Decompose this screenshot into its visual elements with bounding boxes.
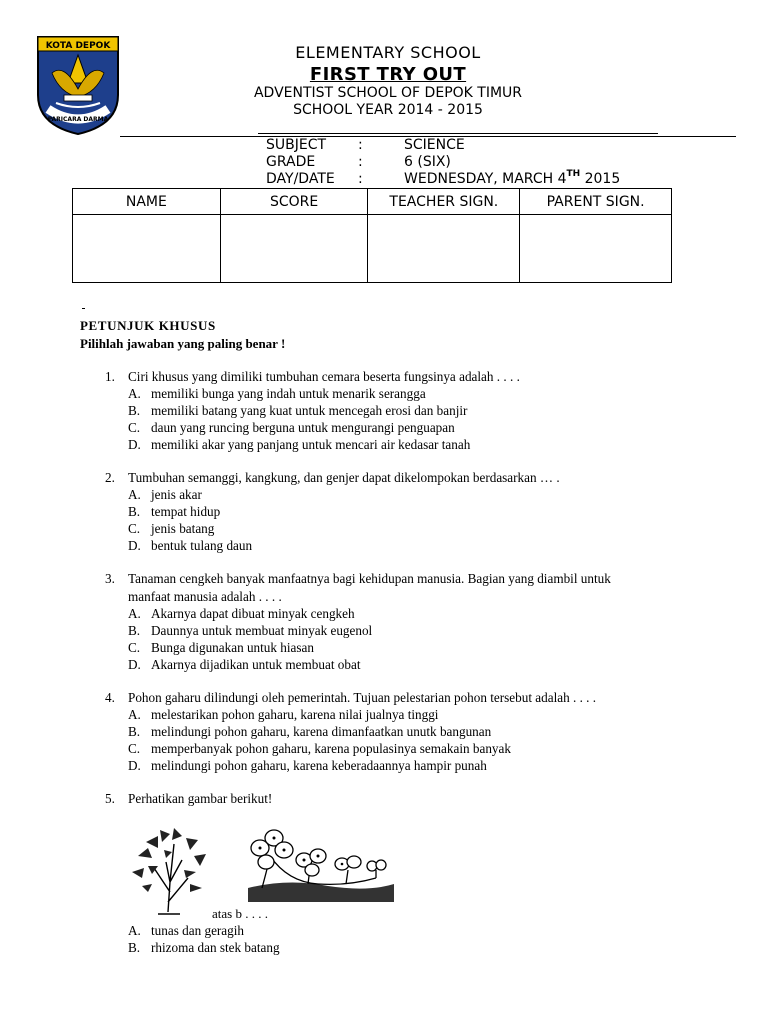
question-number: 1. [105,369,115,384]
question-stem: Tumbuhan semanggi, kangkung, dan genjer dapat dikelompokan berdasarkan … . [128,470,560,485]
score-cell[interactable] [220,215,368,283]
date-year: 2015 [580,171,621,187]
score-signature-table [72,188,672,283]
col-score: SCORE [220,189,368,215]
shrub-illustration [128,822,212,916]
stray-mark [82,308,85,309]
name-cell[interactable] [73,215,221,283]
date-colon: : [358,171,363,187]
question-number: 3. [105,571,115,586]
header-rule-top [258,133,658,134]
instructions-text: Pilihlah jawaban yang paling benar ! [80,336,286,351]
col-name: NAME [73,189,221,215]
runner-plant-illustration [248,826,394,902]
parent-sign-cell[interactable] [520,215,672,283]
date-day: WEDNESDAY, MARCH 4 [404,171,567,187]
grade-value: 6 (SIX) [404,154,451,170]
subject-label: SUBJECT [266,137,327,153]
school-level: ELEMENTARY SCHOOL [295,43,481,62]
subject-value: SCIENCE [404,137,465,153]
school-year: SCHOOL YEAR 2014 - 2015 [293,102,483,118]
question-stem-line-2: manfaat manusia adalah . . . . [128,589,282,604]
logo-banner-text: KOTA DEPOK [45,41,111,51]
question-stem: Pohon gaharu dilindungi oleh pemerintah. Tujuan pelestarian pohon tersebut adalah . . . . [128,690,597,705]
date-label: DAY/DATE [266,171,335,187]
col-parent-sign: PARENT SIGN. [520,189,672,215]
question-stem: Perhatikan gambar berikut! [128,791,273,806]
instructions-title: PETUNJUK KHUSUS [80,318,216,333]
logo-motto-text: PARICARA DARMA [47,116,109,123]
kota-depok-logo [34,33,122,137]
school-name: ADVENTIST SCHOOL OF DEPOK TIMUR [253,85,523,101]
question-number: 5. [105,791,115,806]
question-stem-line-1: Tanaman cengkeh banyak manfaatnya bagi kehidupan manusia. Bagian yang diambil untuk [128,571,611,586]
date-ordinal: TH [566,169,581,179]
grade-colon: : [358,154,363,170]
subject-colon: : [358,137,363,153]
question-number: 2. [105,470,115,485]
exam-title: FIRST TRY OUT [309,64,467,85]
question-stem: Ciri khusus yang dimiliki tumbuhan cemara beserta fungsinya adalah . . . . [128,369,520,384]
teacher-sign-cell[interactable] [368,215,520,283]
grade-label: GRADE [266,154,316,170]
q5-partial-stem: atas b . . . . [212,906,268,921]
question-number: 4. [105,690,115,705]
date-value [404,171,620,187]
col-teacher-sign: TEACHER SIGN. [368,189,520,215]
